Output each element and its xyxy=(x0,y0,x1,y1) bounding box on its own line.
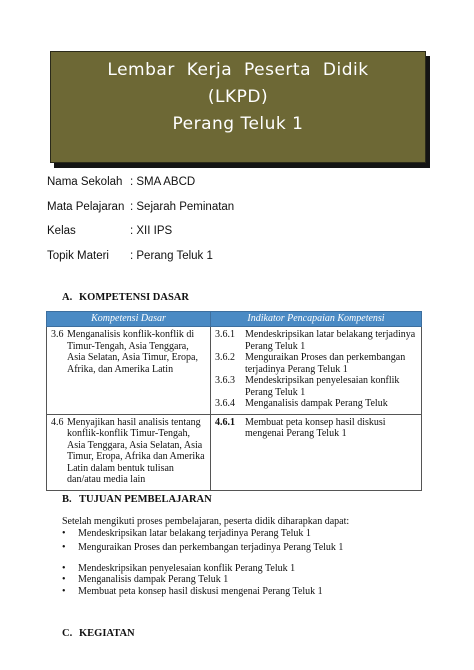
info-value: : Perang Teluk 1 xyxy=(130,249,213,262)
table-header-row xyxy=(47,312,422,327)
bullet: • xyxy=(62,542,66,553)
title-line-2: (LKPD) xyxy=(207,87,269,107)
objectives-intro: Setelah mengikuti proses pembelajaran, peserta didik diharapkan dapat: xyxy=(62,516,350,527)
section-heading-c xyxy=(62,628,135,639)
indicator-text: Mendeskripsikan penyelesaian konflik Perang Teluk 1 xyxy=(245,375,400,398)
table-header-kd: Kompetensi Dasar xyxy=(47,312,211,327)
objectives-list-2 xyxy=(62,563,442,598)
indicator-cell xyxy=(211,327,422,415)
kd-number: 4.6 xyxy=(51,416,64,428)
table-row xyxy=(47,414,422,490)
info-value: : Sejarah Peminatan xyxy=(130,200,235,213)
info-row-class xyxy=(47,225,234,250)
kd-text: Menganalisis konflik-konflik di Timur-Tengah, Asia Tenggara, Asia Selatan, Asia Timur, Eropa, Afrika, dan Amerika Latin xyxy=(67,329,198,375)
info-label: Topik Materi xyxy=(47,249,109,262)
bullet: • xyxy=(62,562,66,574)
title-line-1: Lembar Kerja Peserta Didik xyxy=(107,60,369,80)
kd-cell xyxy=(47,327,211,415)
indicator-number: 3.6.3 xyxy=(215,375,235,386)
list-item xyxy=(62,574,442,586)
section-title: TUJUAN PEMBELAJARAN xyxy=(79,494,212,505)
indicator-number: 3.6.4 xyxy=(215,398,235,409)
kd-text: Menyajikan hasil analisis tentang konflik-konflik Timur-Tengah, Asia Tenggara, Asia Selatan, Asia Timur, Eropa, Afrika dan Amerika Latin dalam bentuk tulisan dan/atau media lain xyxy=(67,416,205,485)
indicator-text: Membuat peta konsep hasil diskusi mengenai Perang Teluk 1 xyxy=(245,416,386,439)
info-row-topic xyxy=(47,250,234,275)
indicator-item xyxy=(215,398,417,410)
section-heading-b xyxy=(62,494,212,505)
indicator-number: 4.6.1 xyxy=(215,416,235,428)
title-banner xyxy=(50,51,426,163)
indicator-text: Menganalisis dampak Perang Teluk xyxy=(245,398,388,409)
section-number: C. xyxy=(62,628,73,639)
title-line-3: Perang Teluk 1 xyxy=(172,114,304,134)
bullet: • xyxy=(62,574,66,585)
objective-text: Membuat peta konsep hasil diskusi mengenai Perang Teluk 1 xyxy=(78,585,323,597)
objective-text: Menganalisis dampak Perang Teluk 1 xyxy=(78,574,229,585)
indicator-text: Menguraikan Proses dan perkembangan terjadinya Perang Teluk 1 xyxy=(245,352,406,375)
list-item xyxy=(62,528,442,540)
kd-cell xyxy=(47,414,211,490)
section-title: KOMPETENSI DASAR xyxy=(79,292,189,303)
objectives-list-1 xyxy=(62,528,442,554)
indicator-number: 3.6.2 xyxy=(215,352,235,363)
objective-text: Mendeskripsikan penyelesaian konflik Perang Teluk 1 xyxy=(78,562,296,574)
list-item xyxy=(62,586,442,598)
indicator-item xyxy=(215,417,417,440)
info-label: Nama Sekolah xyxy=(47,176,123,188)
competency-table xyxy=(46,311,422,491)
bullet: • xyxy=(62,585,66,597)
indicator-text: Mendeskripsikan latar belakang terjadinya Perang Teluk 1 xyxy=(245,329,416,352)
section-heading-a xyxy=(62,292,189,303)
table-row xyxy=(47,327,422,415)
info-value: : XII IPS xyxy=(130,225,173,237)
table-header-indicator: Indikator Pencapaian Kompetensi xyxy=(211,312,422,327)
objective-text: Menguraikan Proses dan perkembangan terjadinya Perang Teluk 1 xyxy=(78,542,344,553)
section-number: B. xyxy=(62,494,72,505)
info-row-subject xyxy=(47,201,234,226)
indicator-item xyxy=(215,352,417,375)
list-item xyxy=(62,563,442,575)
learning-objectives xyxy=(62,516,442,597)
bullet: • xyxy=(62,527,66,539)
info-value: : SMA ABCD xyxy=(130,176,196,188)
section-title: KEGIATAN xyxy=(79,628,135,639)
kd-number: 3.6 xyxy=(51,329,64,340)
indicator-cell xyxy=(211,414,422,490)
info-label: Kelas xyxy=(47,225,76,237)
objective-text: Mendeskripsikan latar belakang terjadinya Perang Teluk 1 xyxy=(78,527,311,539)
info-row-school xyxy=(47,176,234,201)
identity-info xyxy=(47,176,234,274)
list-item xyxy=(62,542,442,554)
indicator-item xyxy=(215,329,417,352)
indicator-item xyxy=(215,375,417,398)
section-number: A. xyxy=(62,292,73,303)
info-label: Mata Pelajaran xyxy=(47,200,125,213)
indicator-number: 3.6.1 xyxy=(215,329,235,340)
